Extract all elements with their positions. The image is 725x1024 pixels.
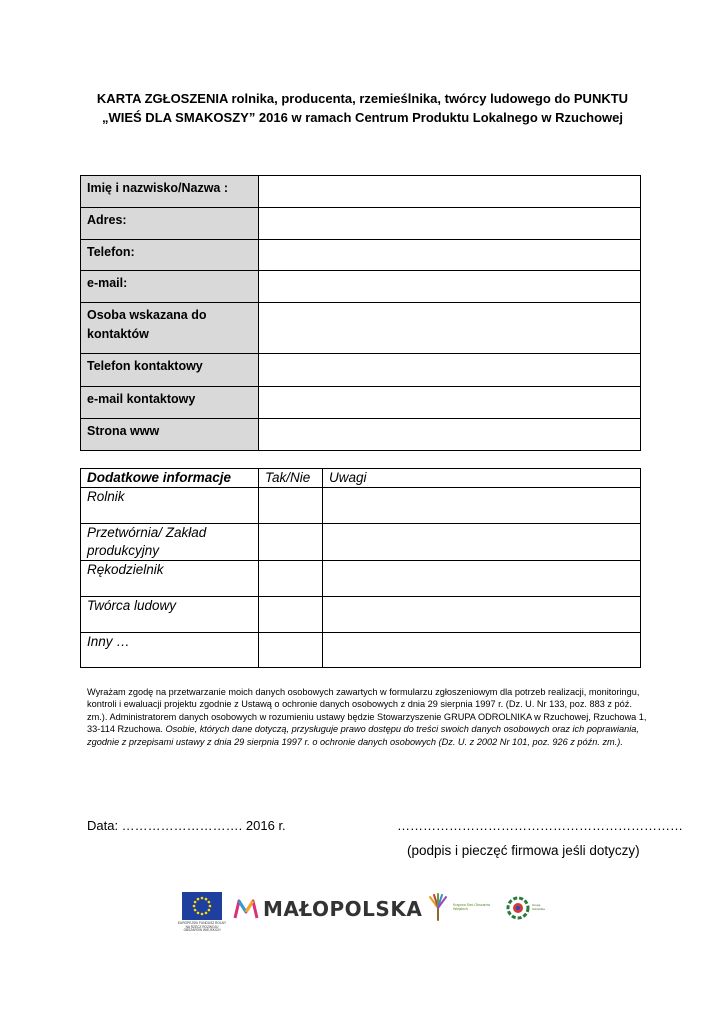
header-additional-info: Dodatkowe informacje [81, 469, 259, 488]
contact-person-field[interactable] [259, 303, 641, 354]
remarks-cell[interactable] [323, 597, 641, 633]
remarks-cell[interactable] [323, 561, 641, 597]
ksow-text: Krajowa Sieć Obszarów Wiejskich [453, 902, 491, 911]
table-row [81, 488, 641, 524]
signature-line: ………………………………………………………… [397, 818, 683, 833]
yes-no-cell[interactable] [259, 633, 323, 668]
table-row [81, 354, 641, 387]
phone-label: Telefon: [81, 240, 259, 271]
table-row [81, 524, 641, 561]
form-title [60, 89, 665, 127]
header-remarks: Uwagi [323, 469, 641, 488]
additional-info-table [80, 468, 641, 668]
tree-icon [425, 892, 451, 922]
table-row [81, 240, 641, 271]
row-label-processing-plant: Przetwórnia/ Zakład produkcyjny [81, 524, 259, 561]
eu-flag-icon [182, 892, 222, 920]
yes-no-cell[interactable] [259, 561, 323, 597]
address-field[interactable] [259, 208, 641, 240]
table-row [81, 176, 641, 208]
contact-table [80, 175, 641, 451]
date-line: Data: ………………………. 2016 r. [87, 818, 286, 833]
eu-logo [177, 892, 227, 933]
yes-no-cell[interactable] [259, 488, 323, 524]
table-row [81, 633, 641, 668]
title-line-2: „WIEŚ DLA SMAKOSZY” 2016 w ramach Centrum Produktu Lokalnego w Rzuchowej [101, 110, 624, 125]
remarks-cell[interactable] [323, 633, 641, 668]
ksow-logo [425, 890, 497, 924]
table-row [81, 561, 641, 597]
contact-email-label: e-mail kontaktowy [81, 387, 259, 419]
data-consent-text [87, 686, 647, 748]
yes-no-cell[interactable] [259, 597, 323, 633]
table-row [81, 271, 641, 303]
address-label: Adres: [81, 208, 259, 240]
table-row [81, 419, 641, 451]
yes-no-cell[interactable] [259, 524, 323, 561]
eu-caption: EUROPEJSKI FUNDUSZ ROLNY NA RZECZ ROZWOJU OBSZARÓW WIEJSKICH [177, 921, 227, 933]
phone-field[interactable] [259, 240, 641, 271]
header-yes-no: Tak/Nie [259, 469, 323, 488]
website-label: Strona www [81, 419, 259, 451]
email-field[interactable] [259, 271, 641, 303]
consent-italic: Osobie, których dane dotyczą, przysługuje prawo dostępu do treści swoich danych osobowych oraz ich poprawiania, zgodnie z przepisami ustawy z dnia 29 sierpnia 1997 r. o ochronie danych osobowych (Dz. U. z 2002 Nr 101, poz. 926 z późn. zm.). [87, 724, 639, 747]
table-row [81, 597, 641, 633]
signature-caption: (podpis i pieczęć firmowa jeśli dotyczy) [407, 843, 640, 858]
consent-normal: Wyrażam zgodę na przetwarzanie moich danych osobowych zawartych w formularzu zgłoszeniowym dla potrzeb realizacji, monitoringu, kontroli i ewaluacji projektu zgodnie z Ustawą o ochronie danych osobowych z dnia 29 sierpnia 1997 r. (Dz. U. Nr 133, poz. 883 z póź. zm.). Administratorem danych osobowych w rozumieniu ustawy będzie Stowarzyszenie GRUPA ODROLNIKA w Rzuchowej, Rzuchowa 1, 33-114 Rzuchowa. [87, 687, 647, 735]
table-row [81, 208, 641, 240]
row-label-other: Inny … [81, 633, 259, 668]
row-label-folk-artist: Twórca ludowy [81, 597, 259, 633]
title-line-1: KARTA ZGŁOSZENIA rolnika, producenta, rzemieślnika, twórcy ludowego do PUNKTU [96, 91, 629, 106]
malopolska-m-icon [233, 898, 259, 920]
row-label-craftsman: Rękodzielnik [81, 561, 259, 597]
contact-phone-label: Telefon kontaktowy [81, 354, 259, 387]
malopolska-logo [233, 894, 422, 924]
odrolnika-logo [506, 894, 551, 922]
odrolnika-text: Grupa Odrolnika [532, 903, 545, 911]
remarks-cell[interactable] [323, 488, 641, 524]
website-field[interactable] [259, 419, 641, 451]
table-row [81, 387, 641, 419]
contact-phone-field[interactable] [259, 354, 641, 387]
name-field[interactable] [259, 176, 641, 208]
odrolnika-emblem-icon [506, 896, 530, 920]
table-header-row [81, 469, 641, 488]
contact-person-label: Osoba wskazana do kontaktów [81, 303, 259, 354]
name-label: Imię i nazwisko/Nazwa : [81, 176, 259, 208]
row-label-farmer: Rolnik [81, 488, 259, 524]
contact-email-field[interactable] [259, 387, 641, 419]
table-row [81, 303, 641, 354]
malopolska-text: MAŁOPOLSKA [263, 897, 423, 921]
remarks-cell[interactable] [323, 524, 641, 561]
email-label: e-mail: [81, 271, 259, 303]
